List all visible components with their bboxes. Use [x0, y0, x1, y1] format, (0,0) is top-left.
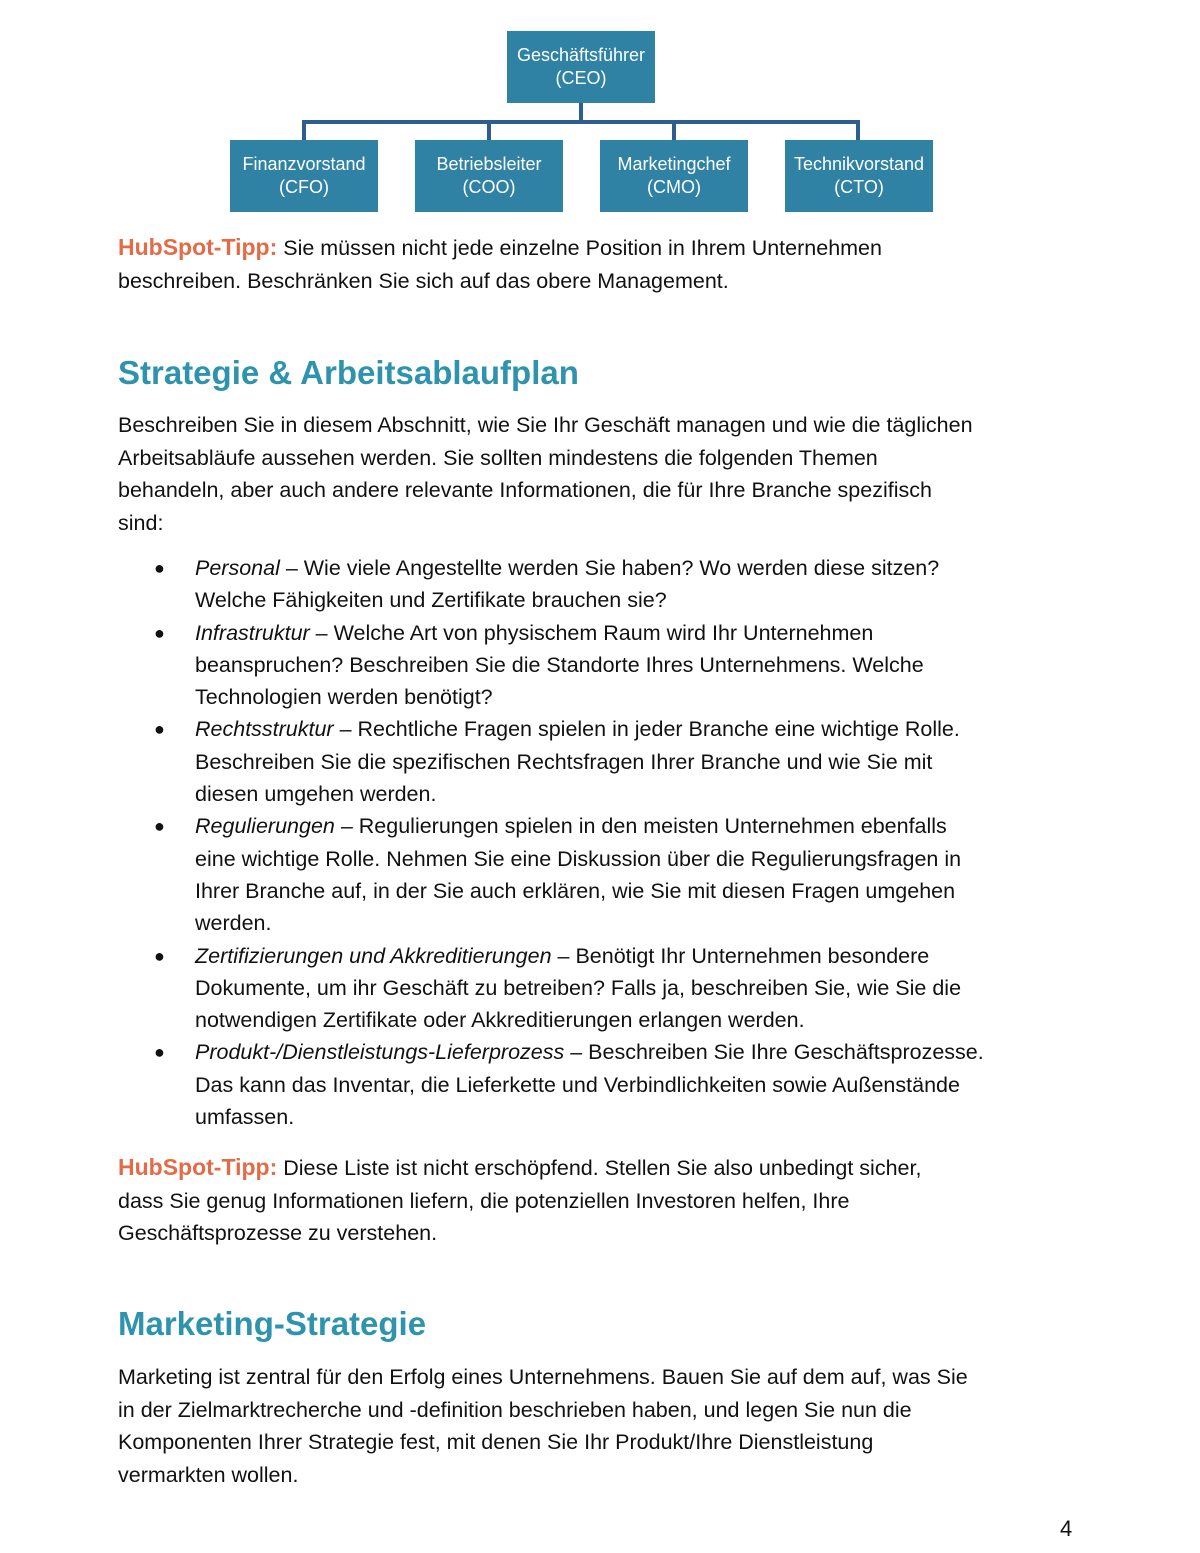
body-line: in der Zielmarktrecherche und -definition beschrieben haben, und legen Sie nun die [118, 1397, 912, 1422]
bullet-icon: ● [154, 622, 165, 643]
list-item [118, 810, 1083, 939]
bullet-term: Produkt-/Dienstleistungs-Lieferprozess [195, 1040, 565, 1065]
list-item [118, 617, 1083, 714]
connector-cfo [302, 120, 306, 140]
bullet-text: eine wichtige Rolle. Nehmen Sie eine Diskussion über die Regulierungsfragen in [195, 846, 962, 871]
bullet-text: – Rechtliche Fragen spielen in jeder Branche eine wichtige Rolle. [333, 717, 960, 742]
bullet-icon: ● [154, 945, 165, 966]
bullet-text: – Welche Art von physischem Raum wird Ihr Unternehmen [309, 620, 874, 645]
list-item [118, 940, 1083, 1037]
org-chart [0, 0, 1200, 220]
bullet-text: notwendigen Zertifikate oder Akkreditierungen erlangen werden. [195, 1008, 805, 1033]
bullet-text: – Benötigt Ihr Unternehmen besondere [551, 943, 930, 968]
strategy-bullet-list [118, 552, 1083, 1133]
bullet-term: Zertifizierungen und Akkreditierungen [195, 943, 552, 968]
org-box-cmo [600, 140, 748, 212]
bullet-text: diesen umgehen werden. [195, 782, 437, 807]
bullet-icon: ● [154, 816, 165, 837]
bullet-text: – Regulierungen spielen in den meisten Unternehmen ebenfalls [334, 814, 947, 839]
org-box-title: Marketingchef [617, 154, 731, 174]
org-box-abbr: (COO) [462, 177, 516, 197]
tip-text: dass Sie genug Informationen liefern, die potenziellen Investoren helfen, Ihre [118, 1188, 850, 1213]
bullet-text: Ihrer Branche auf, in der Sie auch erklären, wie Sie mit diesen Fragen umgehen [195, 878, 956, 903]
tip-text: Geschäftsprozesse zu verstehen. [118, 1221, 438, 1245]
hubspot-tip-1 [118, 231, 1083, 297]
intro-line: Beschreiben Sie in diesem Abschnitt, wie Sie Ihr Geschäft managen und wie die täglichen [118, 413, 973, 437]
connector-coo [487, 120, 491, 140]
intro-line: behandeln, aber auch andere relevante Informationen, die für Ihre Branche spezifisch [118, 478, 932, 502]
body-line: Marketing ist zentral für den Erfolg eines Unternehmens. Bauen Sie auf dem auf, was Sie [118, 1365, 968, 1389]
bullet-text: Technologien werden benötigt? [195, 685, 493, 710]
org-box-title: Geschäftsführer [516, 45, 646, 65]
bullet-text: Welche Fähigkeiten und Zertifikate brauchen sie? [195, 588, 667, 613]
list-item [118, 713, 1083, 810]
tip-label: HubSpot-Tipp: [118, 1154, 278, 1180]
marketing-body [118, 1361, 1083, 1491]
body-line: Komponenten Ihrer Strategie fest, mit denen Sie Ihr Produkt/Ihre Dienstleistung [118, 1430, 874, 1454]
bullet-icon: ● [154, 558, 165, 578]
org-box-coo [415, 140, 563, 212]
org-box-abbr: (CEO) [555, 68, 607, 88]
bullet-text: umfassen. [195, 1105, 295, 1130]
bullet-term: Infrastruktur [195, 620, 310, 645]
tip-label: HubSpot-Tipp: [118, 234, 278, 260]
strategy-intro [118, 409, 1083, 539]
bullet-text: Dokumente, um ihr Geschäft zu betreiben? Falls ja, beschreiben Sie, wie Sie die [195, 975, 962, 1000]
bullet-text: Das kann das Inventar, die Lieferkette und Verbindlichkeiten sowie Außenstände [195, 1072, 960, 1097]
tip-text: Sie müssen nicht jede einzelne Position in Ihrem Unternehmen [277, 236, 882, 260]
org-box-abbr: (CTO) [834, 177, 884, 197]
list-item [118, 1036, 1083, 1133]
connector-cto [856, 120, 860, 140]
section-heading-marketing: Marketing-Strategie [118, 1305, 427, 1342]
section-heading-strategy: Strategie & Arbeitsablaufplan [118, 354, 579, 391]
bullet-text: – Beschreiben Sie Ihre Geschäftsprozesse. [564, 1040, 984, 1065]
bullet-text: – Wie viele Angestellte werden Sie haben? Wo werden diese sitzen? [279, 556, 940, 580]
bullet-icon: ● [154, 719, 165, 740]
connector-cmo [672, 120, 676, 140]
org-box-cfo [230, 140, 378, 212]
intro-line: sind: [118, 510, 164, 535]
org-box-title: Technikvorstand [793, 154, 925, 174]
page-number: 4 [1060, 1516, 1073, 1541]
bullet-icon: ● [154, 1042, 165, 1063]
bullet-text: beanspruchen? Beschreiben Sie die Standorte Ihres Unternehmens. Welche [195, 652, 924, 677]
bullet-text: Beschreiben Sie die spezifischen Rechtsfragen Ihrer Branche und wie Sie mit [195, 749, 933, 774]
bullet-term: Personal [195, 556, 280, 580]
org-box-abbr: (CFO) [279, 177, 329, 197]
body-line: vermarkten wollen. [118, 1462, 299, 1487]
list-item [118, 552, 1083, 617]
hubspot-tip-2 [118, 1151, 1083, 1250]
bullet-term: Rechtsstruktur [195, 717, 334, 742]
org-box-title: Finanzvorstand [242, 154, 366, 174]
org-box-cto [785, 140, 933, 212]
bullet-term: Regulierungen [195, 814, 335, 839]
org-box-ceo [507, 31, 655, 103]
tip-text: Diese Liste ist nicht erschöpfend. Stellen Sie also unbedingt sicher, [277, 1156, 922, 1180]
org-box-title: Betriebsleiter [436, 154, 542, 174]
bullet-text: werden. [195, 911, 272, 936]
intro-line: Arbeitsabläufe aussehen werden. Sie sollten mindestens die folgenden Themen [118, 445, 878, 470]
org-box-abbr: (CMO) [647, 177, 701, 197]
tip-text: beschreiben. Beschränken Sie sich auf das obere Management. [118, 268, 729, 293]
connector-horizontal [302, 120, 860, 124]
